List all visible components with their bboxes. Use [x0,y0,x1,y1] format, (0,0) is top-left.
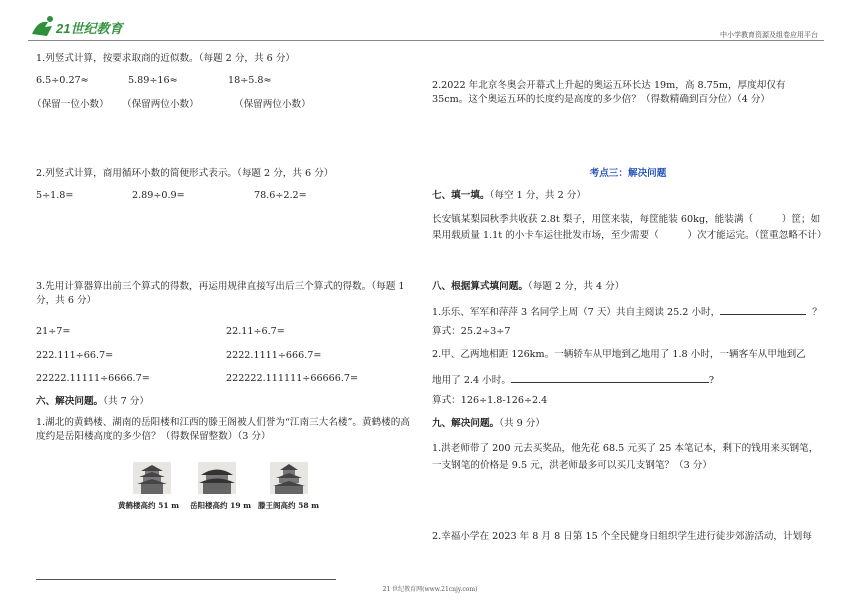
section-6-title: 六、解决问题。 [36,396,104,407]
section-9-q2: 2.幸福小学在 2023 年 8 月 8 日第 15 个全民健身日组织学生进行徒步郊游活动，计划每 [432,531,812,542]
caption-yueyang: 岳阳楼高约 19 m [190,501,252,510]
section-7-text: 长安镇某梨园秋季共收获 2.8t 梨子，用筐来装，每筐能装 60kg，能装满（ ）筐；如果用载质量 1.1t 的小卡车运往批发市场，至少需要（ ）次才能运完。（筐重忽略不计） [432,214,827,241]
left-q3-title: 3.先用计算器算出前三个算式的得数，再运用规律直接写出后三个算式的得数。（每题 1 分，共 6 分） [36,281,405,306]
section-8-title: 八、根据算式填问题。 [432,281,528,292]
left-q3-r3c1: 22222.11111÷6666.7= [36,373,150,384]
section-8-q1-text: 1.乐乐、军军和萍萍 3 名同学上周（7 天）共自主阅读 25.2 小时， [432,307,721,318]
caption-yellow-crane: 黄鹤楼高约 51 m [118,501,180,510]
runner-logo-icon [28,14,138,40]
section-8-q2-text: 地用了 2.4 小时。 [432,375,511,386]
left-q2-item-3: 78.6÷2.2= [254,190,307,201]
left-q3-r3c2: 222222.111111÷66666.7= [226,373,359,384]
footer-divider [36,579,336,580]
left-q1-item-3: 18÷5.8≈ [228,75,272,86]
left-q1-note-3: （保留两位小数） [234,99,311,110]
left-q2-item-2: 2.89÷0.9= [132,190,185,201]
section-6-heading [36,395,149,409]
section-8-q2-line2 [432,371,714,388]
left-q1-note-1: （保留一位小数） [32,99,109,110]
site-logo [28,14,138,40]
left-q1-item-1: 6.5÷0.27≈ [36,75,89,86]
section-8-q2-end: ? [708,375,715,386]
section-8-q1-formula: 算式：25.2÷3÷7 [432,326,511,337]
section-7-title: 七、填一填。 [432,190,490,201]
section-9-title: 九、解决问题。 [432,418,500,429]
left-q3-r1c2: 22.11÷6.7= [226,326,285,337]
kaodian-3-heading: 考点三：解决问题 [589,168,667,179]
section-9-q1: 1.洪老师带了 200 元去买奖品，他先花 68.5 元买了 25 本笔记本，剩下的钱用来买钢笔，一支钢笔的价格是 9.5 元，洪老师最多可以买几支钢笔？（3 分） [432,443,819,471]
header-divider [28,40,824,41]
left-q3-r2c1: 222.111÷66.7= [36,350,114,361]
right-q2-olympic-text: 2.2022 年北京冬奥会开幕式上升起的奥运五环长达 19m，高 8.75m，厚度却仅有 35cm。这个奥运五环的长度约是高度的多少倍？（得数精确到百分位）（4 分） [432,80,786,105]
left-q3-r1c1: 21÷7= [36,326,71,337]
section-8-q2-blank[interactable] [511,371,709,383]
left-q1-note-2: （保留两位小数） [122,99,199,110]
caption-tengwang: 滕王阁高约 58 m [258,501,320,510]
footer-text: 21 世纪教育网(www.21cnjy.com) [382,586,478,593]
section-7-score: （每空 1 分，共 2 分） [489,190,586,201]
section-8-q2-formula: 算式：126÷1.8-126÷2.4 [432,395,548,406]
yellow-crane-tower-image [133,462,171,494]
section-8-score: （每题 2 分，共 4 分） [527,281,625,292]
section-8-q1-blank[interactable] [720,303,806,315]
header-platform-text: 中小学教育资源及组卷应用平台 [720,31,818,39]
left-q1-item-2: 5.89÷16≈ [128,75,178,86]
left-q1-title: 1.列竖式计算，按要求取商的近似数。（每题 2 分，共 6 分） [36,53,296,64]
section-8-q1 [432,303,822,320]
left-q3-r2c2: 2222.1111÷666.7= [226,350,322,361]
section-6-score: （共 7 分） [103,396,149,407]
svg-text:21世纪教育: 21世纪教育 [56,21,123,36]
section-6-q1-text: 1.湖北的黄鹤楼、湖南的岳阳楼和江西的滕王阁被人们誉为“江南三大名楼”。黄鹤楼的高度约是岳阳楼高度的多少倍？（得数保留整数）（3 分） [36,417,410,442]
yueyang-tower-image [198,462,236,494]
left-q2-title: 2.列竖式计算，商用循环小数的简便形式表示。（每题 2 分，共 6 分） [36,168,334,179]
section-9-heading [432,417,545,431]
section-9-score: （共 9 分） [499,418,545,429]
tengwang-pavilion-image [270,462,308,494]
section-8-heading [432,280,624,294]
section-8-q2-line1: 2.甲、乙两地相距 126km。一辆轿车从甲地到乙地用了 1.8 小时，一辆客车从甲地到乙 [432,349,806,360]
section-8-q1-end: ？ [812,307,822,318]
section-7-heading [432,189,586,203]
left-q2-item-1: 5÷1.8= [36,190,74,201]
